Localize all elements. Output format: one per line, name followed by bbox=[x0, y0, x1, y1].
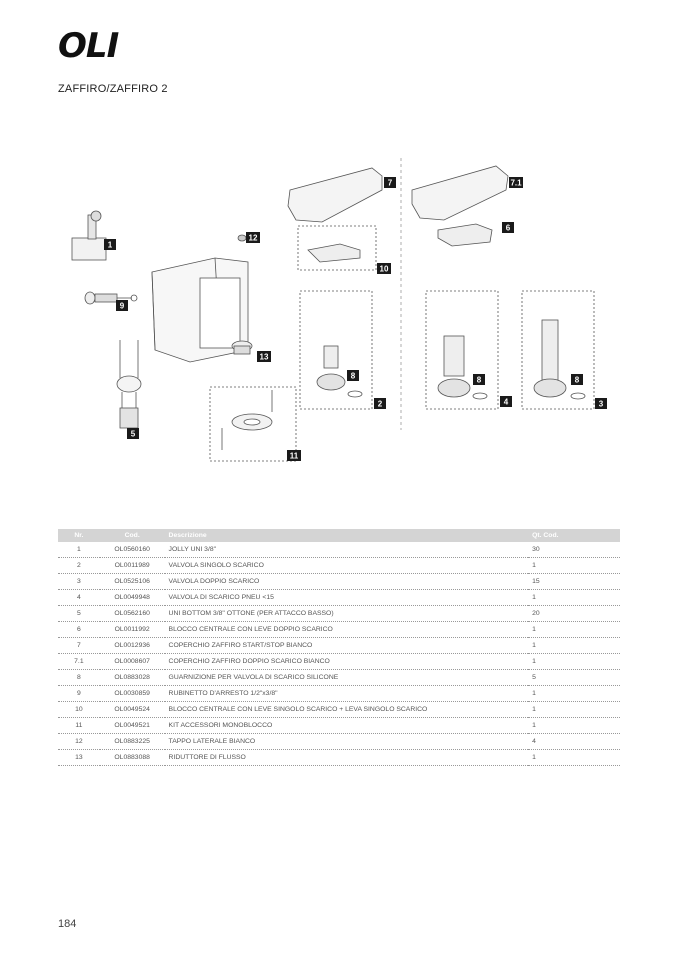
table-row bbox=[58, 638, 620, 654]
cell-cod: OL0883225 bbox=[100, 734, 165, 750]
col-nr: Nr. bbox=[58, 529, 100, 542]
table-row bbox=[58, 718, 620, 734]
cell-cod: OL0012936 bbox=[100, 638, 165, 654]
page-title: ZAFFIRO/ZAFFIRO 2 bbox=[58, 83, 168, 95]
cell-cod: OL0049521 bbox=[100, 718, 165, 734]
svg-text:3: 3 bbox=[598, 399, 604, 409]
svg-text:1: 1 bbox=[107, 240, 113, 250]
cell-qt: 1 bbox=[528, 702, 620, 718]
cell-desc: RIDUTTORE DI FLUSSO bbox=[165, 750, 529, 766]
cell-cod: OL0883088 bbox=[100, 750, 165, 766]
callout-11 bbox=[287, 450, 301, 461]
cell-nr: 1 bbox=[58, 542, 100, 558]
callout-13 bbox=[257, 351, 271, 362]
callout-4 bbox=[500, 396, 512, 407]
cell-nr: 8 bbox=[58, 670, 100, 686]
page-number: 184 bbox=[58, 918, 77, 930]
col-qt: Qt. Cod. bbox=[528, 529, 620, 542]
cell-nr: 12 bbox=[58, 734, 100, 750]
cell-nr: 9 bbox=[58, 686, 100, 702]
svg-text:13: 13 bbox=[259, 352, 269, 362]
svg-text:7: 7 bbox=[387, 178, 393, 188]
svg-text:6: 6 bbox=[505, 223, 511, 233]
table-row bbox=[58, 606, 620, 622]
svg-text:9: 9 bbox=[119, 301, 125, 311]
table-row bbox=[58, 542, 620, 558]
cell-desc: KIT ACCESSORI MONOBLOCCO bbox=[165, 718, 529, 734]
cell-nr: 4 bbox=[58, 590, 100, 606]
cell-cod: OL0883028 bbox=[100, 670, 165, 686]
cell-qt: 1 bbox=[528, 750, 620, 766]
cell-qt: 5 bbox=[528, 670, 620, 686]
cell-cod: OL0525106 bbox=[100, 574, 165, 590]
callout-7 bbox=[384, 177, 396, 188]
callout-1 bbox=[104, 239, 116, 250]
table-row bbox=[58, 558, 620, 574]
callout-8c bbox=[571, 374, 583, 385]
svg-text:2: 2 bbox=[377, 399, 383, 409]
cell-cod: OL0049524 bbox=[100, 702, 165, 718]
cell-qt: 1 bbox=[528, 718, 620, 734]
cell-desc: BLOCCO CENTRALE CON LEVE DOPPIO SCARICO bbox=[165, 622, 529, 638]
callout-2 bbox=[374, 398, 386, 409]
cell-nr: 2 bbox=[58, 558, 100, 574]
cell-desc: VALVOLA DOPPIO SCARICO bbox=[165, 574, 529, 590]
cell-qt: 1 bbox=[528, 638, 620, 654]
cell-cod: OL0030859 bbox=[100, 686, 165, 702]
svg-text:8: 8 bbox=[574, 375, 580, 385]
callout-12 bbox=[246, 232, 260, 243]
callout-3 bbox=[595, 398, 607, 409]
cell-nr: 7.1 bbox=[58, 654, 100, 670]
cell-desc: BLOCCO CENTRALE CON LEVE SINGOLO SCARICO + LEVA SINGOLO SCARICO bbox=[165, 702, 529, 718]
cell-qt: 20 bbox=[528, 606, 620, 622]
cell-cod: OL0011989 bbox=[100, 558, 165, 574]
cell-desc: VALVOLA DI SCARICO PNEU <15 bbox=[165, 590, 529, 606]
cell-qt: 1 bbox=[528, 686, 620, 702]
cell-nr: 5 bbox=[58, 606, 100, 622]
svg-text:11: 11 bbox=[289, 451, 299, 461]
cell-nr: 7 bbox=[58, 638, 100, 654]
cell-cod: OL0562160 bbox=[100, 606, 165, 622]
cell-qt: 1 bbox=[528, 590, 620, 606]
cell-nr: 13 bbox=[58, 750, 100, 766]
cell-nr: 11 bbox=[58, 718, 100, 734]
table-row bbox=[58, 670, 620, 686]
table-row bbox=[58, 654, 620, 670]
cell-desc: JOLLY UNI 3/8" bbox=[165, 542, 529, 558]
cell-qt: 15 bbox=[528, 574, 620, 590]
table-row bbox=[58, 734, 620, 750]
cell-cod: OL0049948 bbox=[100, 590, 165, 606]
table-header-row bbox=[58, 529, 620, 542]
cell-desc: UNI BOTTOM 3/8" OTTONE (PER ATTACCO BASSO) bbox=[165, 606, 529, 622]
svg-text:8: 8 bbox=[350, 371, 356, 381]
cell-qt: 4 bbox=[528, 734, 620, 750]
cell-nr: 3 bbox=[58, 574, 100, 590]
cell-qt: 1 bbox=[528, 622, 620, 638]
callout-10 bbox=[377, 263, 391, 274]
cell-qt: 30 bbox=[528, 542, 620, 558]
cell-qt: 1 bbox=[528, 654, 620, 670]
exploded-parts-diagram bbox=[60, 150, 620, 470]
callout-9 bbox=[116, 300, 128, 311]
cell-desc: RUBINETTO D'ARRESTO 1/2"x3/8" bbox=[165, 686, 529, 702]
svg-text:7.1: 7.1 bbox=[510, 178, 522, 188]
table-row bbox=[58, 686, 620, 702]
parts-table bbox=[58, 529, 620, 766]
svg-text:5: 5 bbox=[130, 429, 136, 439]
cell-nr: 10 bbox=[58, 702, 100, 718]
svg-text:12: 12 bbox=[248, 233, 258, 243]
cell-desc: COPERCHIO ZAFFIRO START/STOP BIANCO bbox=[165, 638, 529, 654]
table-row bbox=[58, 590, 620, 606]
cell-desc: COPERCHIO ZAFFIRO DOPPIO SCARICO BIANCO bbox=[165, 654, 529, 670]
table-row bbox=[58, 622, 620, 638]
svg-text:8: 8 bbox=[476, 375, 482, 385]
table-row bbox=[58, 702, 620, 718]
cell-desc: VALVOLA SINGOLO SCARICO bbox=[165, 558, 529, 574]
col-cod: Cod. bbox=[100, 529, 165, 542]
cell-cod: OL0011992 bbox=[100, 622, 165, 638]
callout-7-1 bbox=[509, 177, 523, 188]
col-desc: Descrizione bbox=[165, 529, 529, 542]
cell-cod: OL0560160 bbox=[100, 542, 165, 558]
cell-qt: 1 bbox=[528, 558, 620, 574]
cell-nr: 6 bbox=[58, 622, 100, 638]
callout-8a bbox=[347, 370, 359, 381]
cell-desc: TAPPO LATERALE BIANCO bbox=[165, 734, 529, 750]
callout-6 bbox=[502, 222, 514, 233]
cell-desc: GUARNIZIONE PER VALVOLA DI SCARICO SILICONE bbox=[165, 670, 529, 686]
svg-text:4: 4 bbox=[503, 397, 509, 407]
table-row bbox=[58, 574, 620, 590]
brand-logo: OLI bbox=[58, 26, 119, 66]
callout-5 bbox=[127, 428, 139, 439]
cell-cod: OL0008607 bbox=[100, 654, 165, 670]
callout-8b bbox=[473, 374, 485, 385]
table-row bbox=[58, 750, 620, 766]
svg-text:10: 10 bbox=[379, 264, 389, 274]
